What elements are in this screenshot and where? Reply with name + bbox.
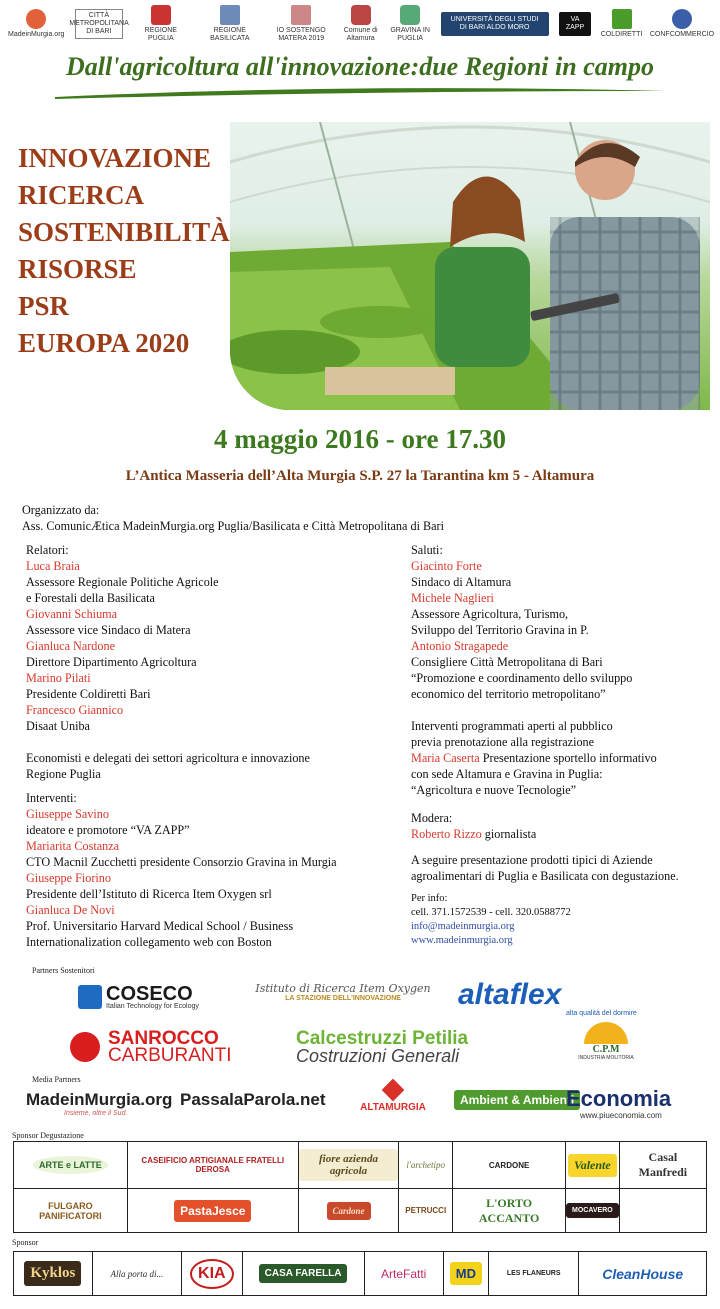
sponsor-cell: L'ORTO ACCANTO <box>453 1189 566 1233</box>
saluti-section <box>411 542 679 948</box>
sponsor-cell <box>619 1189 706 1233</box>
organizzato-text: Ass. ComunicÆtica MadeinMurgia.org Puglia/Basilicata e Città Metropolitana di Bari <box>22 519 444 533</box>
sponsor-cell: Valente <box>566 1142 620 1189</box>
seguire-text: agroalimentari di Puglia e Basilicata con degustazione. <box>411 869 679 883</box>
aperti-text: Presentazione sportello informativo <box>479 751 657 765</box>
partners-sostenitori-label: Partners Sostenitori <box>32 966 95 975</box>
greenhouse-illustration <box>230 122 710 410</box>
speaker-role: Sviluppo del Territorio Gravina in P. <box>411 623 589 637</box>
sponsor-cell: CASEIFICIO ARTIGIANALE FRATELLI DEROSA <box>127 1142 298 1189</box>
relatori-label: Relatori: <box>26 543 69 557</box>
speaker-name: Marino Pilati <box>26 671 91 685</box>
sponsor-cell: Kyklos <box>14 1252 93 1296</box>
relatori-section <box>26 542 337 950</box>
sun-icon <box>584 1022 628 1044</box>
top-logo-row <box>8 4 715 44</box>
sponsor-cell: l'archetipo <box>399 1142 453 1189</box>
sponsor-cell: fiore azienda agricola <box>298 1142 399 1189</box>
speaker-role: Disaat Uniba <box>26 719 90 733</box>
logo-calcestruzzi: Calcestruzzi Petilia Costruzioni Generali <box>296 1028 469 1066</box>
economisti-text: Economisti e delegati dei settori agricoltura e innovazione <box>26 751 310 765</box>
logo-coseco: COSECO Italian Technology for Ecology <box>78 982 218 1012</box>
modera-label: Modera: <box>411 811 453 825</box>
speaker-role: economico del territorio metropolitano” <box>411 687 606 701</box>
speaker-name: Giuseppe Fiorino <box>26 871 111 885</box>
sponsor-label: Sponsor <box>12 1238 39 1247</box>
logo-altamurgia: ALTAMURGIA <box>350 1082 436 1118</box>
sponsor-degustazione-table <box>13 1141 707 1233</box>
speaker-name: Mariarita Costanza <box>26 839 120 853</box>
logo-regione-puglia: REGIONE PUGLIA <box>133 5 188 43</box>
economisti-text: Regione Puglia <box>26 767 101 781</box>
headline: Dall'agricoltura all'innovazione:due Regioni in campo <box>66 52 654 81</box>
logo-regione-basilicata: REGIONE BASILICATA <box>199 5 261 43</box>
speaker-role: Direttore Dipartimento Agricoltura <box>26 655 197 669</box>
speaker-name: Antonio Stragapede <box>411 639 509 653</box>
speaker-name: Francesco Giannico <box>26 703 124 717</box>
sponsor-degustazione-label: Sponsor Degustazione <box>12 1131 84 1140</box>
altamurgia-icon <box>382 1079 405 1102</box>
info-label: Per info: <box>411 893 448 904</box>
speaker-role: Prof. Universitario Harvard Medical School / Business <box>26 919 294 933</box>
topic-item: RICERCA <box>18 180 145 210</box>
sponsor-table <box>13 1251 707 1296</box>
sponsor-cell: LES FLANEURS <box>488 1252 579 1296</box>
logo-confcommercio: CONFCOMMERCIO <box>652 9 712 39</box>
speaker-role: Presidente dell’Istituto di Ricerca Item Oxygen srl <box>26 887 272 901</box>
madeinmurgia-icon <box>26 9 46 29</box>
speaker-role: Presidente Coldiretti Bari <box>26 687 151 701</box>
speaker-name: Giovanni Schiuma <box>26 607 118 621</box>
sponsor-cell: PETRUCCI <box>399 1189 453 1233</box>
logo-item-oxygen: Istituto di Ricerca Item Oxygen LA STAZIONE DELL'INNOVAZIONE <box>255 982 431 1002</box>
moderator-role: giornalista <box>481 827 537 841</box>
speaker-role: Assessore vice Sindaco di Matera <box>26 623 191 637</box>
logo-coldiretti: COLDIRETTI <box>602 9 642 39</box>
logo-comune-altamura: Comune di Altamura <box>342 5 380 43</box>
coldiretti-icon <box>612 9 632 29</box>
sponsor-cell: Alla porta di... <box>92 1252 181 1296</box>
organizzato-label: Organizzato da: <box>22 503 100 517</box>
sponsor-cell: ARTE e LATTE <box>14 1142 128 1189</box>
sanrocco-icon <box>70 1032 100 1062</box>
coseco-icon <box>78 985 102 1009</box>
topic-item: RISORSE <box>18 254 137 284</box>
speaker-role: CTO Macnil Zucchetti presidente Consorzio Gravina in Murgia <box>26 855 337 869</box>
topics-list <box>18 140 230 362</box>
sponsor-cell: CASA FARELLA <box>242 1252 364 1296</box>
speaker-role: Assessore Agricoltura, Turismo, <box>411 607 569 621</box>
speaker-role: Sindaco di Altamura <box>411 575 512 589</box>
logo-matera-2019: IO SOSTENGO MATERA 2019 <box>271 5 331 43</box>
speaker-name: Maria Caserta <box>411 751 480 765</box>
logo-madeinmurgia-media: MadeinMurgia.org Insieme, oltre il Sud. <box>26 1090 173 1117</box>
speaker-name: Gianluca Nardone <box>26 639 115 653</box>
speaker-name: Michele Naglieri <box>411 591 494 605</box>
sponsor-cell: Cardone <box>298 1189 399 1233</box>
matera-icon <box>291 5 311 25</box>
topic-item: EUROPA 2020 <box>18 328 190 358</box>
speaker-role: e Forestali della Basilicata <box>26 591 155 605</box>
logo-va-zapp: VA ZAPP <box>559 12 591 36</box>
speaker-role: ideatore e promotore “VA ZAPP” <box>26 823 190 837</box>
sponsor-cell: ArteFatti <box>364 1252 443 1296</box>
logo-sanrocco: SANROCCO CARBURANTI <box>70 1028 260 1064</box>
speaker-role: “Promozione e coordinamento dello sviluppo <box>411 671 633 685</box>
interventi-label: Interventi: <box>26 791 77 805</box>
sponsor-cell: CARDONE <box>453 1142 566 1189</box>
logo-passalaparola: PassalaParola.net <box>180 1090 326 1109</box>
speaker-role: Internationalization collegamento web con Boston <box>26 935 272 949</box>
aperti-text: con sede Altamura e Gravina in Puglia: <box>411 767 603 781</box>
info-phones: cell. 371.1572539 - cell. 320.0588772 <box>411 907 571 918</box>
aperti-text: Interventi programmati aperti al pubblico <box>411 719 613 733</box>
seguire-text: A seguire presentazione prodotti tipici di Aziende <box>411 853 653 867</box>
speaker-name: Giuseppe Savino <box>26 807 109 821</box>
logo-economia: Economia www.piueconomia.com <box>566 1086 672 1120</box>
speaker-role: Assessore Regionale Politiche Agricole <box>26 575 219 589</box>
confcommercio-icon <box>672 9 692 29</box>
speaker-name: Giacinto Forte <box>411 559 482 573</box>
topic-item: INNOVAZIONE <box>18 143 212 173</box>
info-website-link[interactable]: www.madeinmurgia.org <box>411 935 513 946</box>
coat-of-arms-icon <box>351 5 371 25</box>
logo-altaflex: altaflex alta qualità del dormire <box>458 978 637 1017</box>
sponsor-cell: FULGARO PANIFICATORI <box>14 1189 128 1233</box>
speaker-name: Gianluca De Novi <box>26 903 115 917</box>
green-swoosh-decoration <box>55 85 665 101</box>
event-venue: L’Antica Masseria dell’Alta Murgia S.P. 27 la Tarantina km 5 - Altamura <box>125 468 595 484</box>
topic-item: SOSTENIBILITÀ <box>18 217 230 247</box>
coat-of-arms-icon <box>220 5 240 25</box>
aperti-text: “Agricoltura e nuove Tecnologie” <box>411 783 577 797</box>
media-partners-label: Media Partners <box>32 1075 81 1084</box>
event-date: 4 maggio 2016 - ore 17.30 <box>214 424 506 454</box>
logo-cpm: C.P.M INDUSTRIA MOLITORIA <box>566 1022 646 1068</box>
sponsor-cell: KIA <box>182 1252 243 1296</box>
coat-of-arms-icon <box>400 5 420 25</box>
info-email-link[interactable]: info@madeinmurgia.org <box>411 921 515 932</box>
logo-citta-metropolitana: CITTÀ METROPOLITANA DI BARI <box>75 9 123 39</box>
logo-uniba: UNIVERSITÀ DEGLI STUDI DI BARI ALDO MORO <box>441 12 549 36</box>
sponsor-cell: MOCAVERO <box>566 1189 620 1233</box>
aperti-text: previa prenotazione alla registrazione <box>411 735 595 749</box>
greenhouse-photo <box>230 122 710 410</box>
logo-madeinmurgia: MadeinMurgia.org <box>8 9 64 39</box>
sponsor-cell: Casal Manfredi <box>619 1142 706 1189</box>
saluti-label: Saluti: <box>411 543 443 557</box>
speaker-name: Luca Braia <box>26 559 80 573</box>
logo-ambient: Ambient & Ambienti <box>454 1090 580 1110</box>
speaker-role: Consigliere Città Metropolitana di Bari <box>411 655 603 669</box>
logo-gravina: GRAVINA IN PUGLIA <box>390 5 430 43</box>
sponsor-cell: PastaJesce <box>127 1189 298 1233</box>
sponsor-cell: CleanHouse <box>579 1252 707 1296</box>
coat-of-arms-icon <box>151 5 171 25</box>
topic-item: PSR <box>18 291 70 321</box>
sponsor-cell: MD <box>443 1252 488 1296</box>
moderator-name: Roberto Rizzo <box>411 827 482 841</box>
